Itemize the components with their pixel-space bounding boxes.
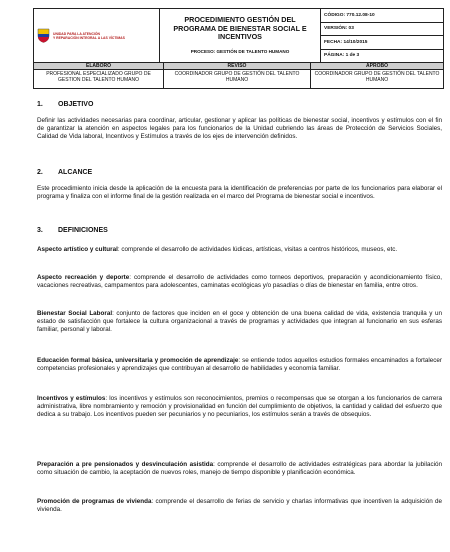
logo-cell: [34, 9, 160, 63]
section-heading-definiciones: [37, 227, 108, 234]
definition-term: Educación formal básica, universitaria y promoción de aprendizaje: [37, 357, 239, 364]
code-label: CÓDIGO: 770.12.08-10: [321, 9, 444, 23]
section-number: 3.: [37, 227, 43, 234]
definition-item: [37, 498, 442, 514]
definition-text: : comprende el desarrollo de actividades estratégicas para abordar la jubilación como situación de cambio, la aceptación de nuevos roles, manejo de tiempo disponible y planificación económica.: [37, 461, 442, 477]
alcance-paragraph: Este procedimiento inicia desde la aplicación de la encuesta para la identificación de preferencias por parte de los funcionarios para elaborar el programa y finaliza con el informe final de la gestión realizada en el marco del Programa de bienestar social e incentivos.: [37, 185, 442, 201]
title-cell: [160, 9, 321, 63]
reviso-value: COORDINADOR GRUPO DE GESTIÓN DEL TALENTO HUMANO: [164, 70, 311, 89]
definition-term: Preparación a pre pensionados y desvinculación asistida: [37, 461, 214, 468]
section-heading-alcance: [37, 169, 92, 176]
definition-text: : comprende el desarrollo de actividades como torneos deportivos, preparación y acondicionamiento físico, vacaciones recreativas, campamentos para adolescentes, caminatas ecológicas y/o pasadías o días de bienestar en familia, entre otros.: [37, 274, 442, 290]
definition-term: Incentivos y estímulos: [37, 395, 106, 402]
definition-text: : comprende el desarrollo de ferias de servicio y charlas informativas que incentiven la adquisición de vivienda.: [37, 498, 442, 514]
definition-item: [37, 274, 442, 290]
elaboro-value: PROFESIONAL ESPECIALIZADO GRUPO DE GESTION DEL TALENTO HUMANO: [34, 70, 164, 89]
logo-text-line2: Y REPARACIÓN INTEGRAL A LAS VÍCTIMAS: [53, 35, 125, 40]
document-header: [33, 8, 444, 63]
signature-table: [33, 62, 444, 89]
definition-text: : los incentivos y estímulos son reconocimientos, premios o recompensas que se otorgan a los funcionarios de carrera administrativa, libre nombramiento y remoción y provisionalidad en función del cumplimiento de objetivos, la cantidad y calidad del esfuerzo que dedica a su trabajo. Los incentivos pueden ser pecuniarios y no pecuniarios, los estímulos serán a través de obsequios.: [37, 395, 442, 419]
definition-item: [37, 395, 442, 420]
institution-logo: [34, 28, 159, 43]
definition-text: : conjunto de factores que inciden en el goce y obtención de una buena calidad de vida, existencia tranquila y un estado de satisfacción que fortalece la cultura organizacional a través de programas y actividades que integran al funcionario en sus esferas familiar, personal y laboral.: [37, 310, 443, 334]
definition-text: : comprende el desarrollo de actividades lúdicas, artísticas, visitas a centros históricos, museos, etc.: [117, 246, 398, 253]
section-heading-objetivo: [37, 101, 93, 108]
definition-term: Aspecto recreación y deporte: [37, 274, 130, 281]
logo-text-line1: UNIDAD PARA LA ATENCIÓN: [53, 31, 100, 36]
definition-item: [37, 310, 442, 335]
definition-item: [37, 357, 442, 373]
header-aprobo: APROBÓ: [311, 63, 444, 70]
section-number: 2.: [37, 169, 43, 176]
section-number: 1.: [37, 101, 43, 108]
definition-item: [37, 461, 442, 477]
definition-text: : se entiende todos aquellos estudios formales encaminados a fortalecer competencias profesionales y aprendizajes que contribuyan al desarrollo de habilidades y economía familiar.: [37, 357, 442, 373]
document-title: PROCEDIMIENTO GESTIÓN DEL PROGRAMA DE BIENESTAR SOCIAL E INCENTIVOS: [173, 15, 307, 42]
header-elaboro: ELABORÓ: [34, 63, 164, 70]
definition-item: [37, 246, 442, 254]
date-label: FECHA: 14/10/2015: [321, 36, 444, 50]
definition-term: Aspecto artístico y cultural: [37, 246, 118, 253]
page-label: PÁGINA: 1 de 3: [321, 49, 444, 63]
process-label: PROCESO: GESTIÓN DE TALENTO HUMANO: [190, 48, 290, 54]
section-title: ALCANCE: [58, 169, 93, 176]
section-title: OBJETIVO: [58, 101, 94, 108]
section-title: DEFINICIONES: [58, 227, 108, 234]
definition-term: Bienestar Social Laboral: [37, 310, 113, 317]
coat-of-arms-icon: [37, 28, 50, 43]
header-reviso: REVISÓ: [164, 63, 311, 70]
objetivo-paragraph: Definir las actividades necesarias para coordinar, articular, gestionar y aplicar las políticas de bienestar social, incentivos y estímulos con el fin de garantizar la atención en aspectos legales para los funcionarios de la Unidad cubriendo las áreas de Protección de Servicios Sociales, Calidad de Vida laboral, Incentivos y Estímulos a través de los ejes de intervención definidos.: [37, 117, 442, 141]
version-label: VERSIÓN: 03: [321, 22, 444, 36]
definition-term: Promoción de programas de vivienda: [37, 498, 152, 505]
aprobo-value: COORDINADOR GRUPO DE GESTIÓN DEL TALENTO HUMANO: [311, 70, 444, 89]
